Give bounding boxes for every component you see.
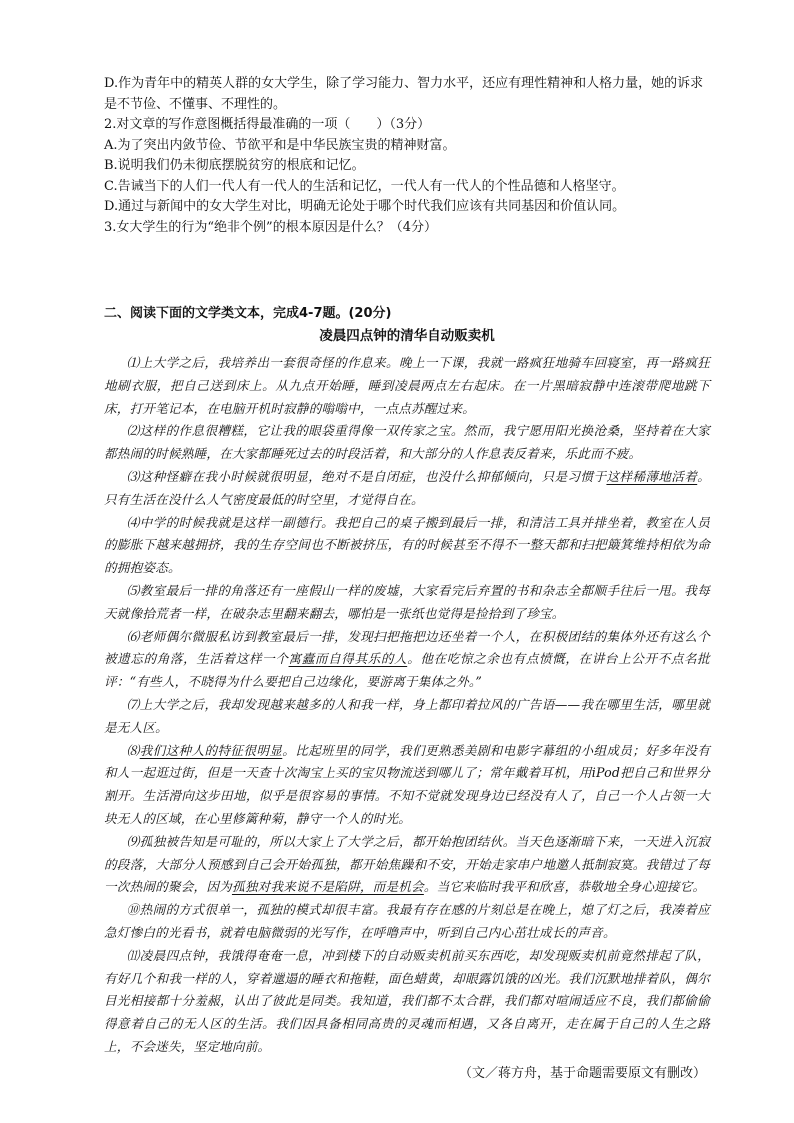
q2-stem: 2.对文章的写作意图概括得最准确的一项（ ）（3分）	[104, 117, 431, 132]
q1-option-d: D.作为青年中的精英人群的女大学生，除了学习能力、智力水平，还应有理性精神和人格力量，她的诉求是不节俭、不懂事、不理性的。	[104, 76, 704, 112]
q2-option-b: B.说明我们仍未彻底摆脱贫穷的根底和记忆。	[104, 158, 365, 173]
article-title: 凌晨四点钟的清华自动贩卖机	[319, 328, 495, 344]
q2-option-d: D.通过与新闻中的女大学生对比，明确无论处于哪个时代我们应该有共同基因和价值认同。	[104, 199, 626, 214]
p8-underlined-phrase: 我们这种人的特征很明显	[139, 742, 283, 758]
p3-underlined-phrase: 这样稀薄地活着	[606, 468, 698, 484]
paragraph-11: ⑾凌晨四点钟，我饿得奄奄一息，冲到楼下的自动贩卖机前买东西吃，却发现贩卖机前竟然排起了队，有好几个和我一样的人，穿着邋遢的睡衣和拖鞋，面色蜡黄，却眼露饥饿的凶光。我们沉默地排着队，偶尔目光相接都十分羞赧，认出了彼此是同类。我知道，我们都不太合群，我们都对喧闹适应不良，我们都偷偷得意着自己的无人区的生活。我们因具备相同高贵的灵魂而相遇，又各自离开，走在属于自己的人生之路上，不会迷失，坚定地向前。	[104, 947, 710, 1054]
p6-underlined-phrase: 寓蠹而自得其乐的人	[288, 651, 408, 667]
paragraph-3	[104, 466, 710, 512]
p6-text-before: ⑹老师偶尔微服私访到教室最后一排，发现扫把拖把边还坐着一个人，在积极团结的集体外还有这么个被遗忘的角落，生活着这样一个	[104, 628, 710, 667]
source-note: （文／蒋方舟，基于命题需要原文有删改）	[458, 1065, 706, 1081]
section-heading: 二、阅读下面的文学类文本，完成4-7题。(20分)	[104, 306, 392, 321]
p8-text-after: 。比起班里的同学，我们更熟悉美剧和电影字幕组的小组成员；好多年没有和人一起逛过街，但是一天查十次淘宝上买的宝贝物流送到哪儿了；常年戴着耳机，用iPod把自己和世界分割开。生活滑向这步田地，似乎是很容易的事情。不知不觉就发现身边已经没有人了，自己一个人占领一大块无人的区域，在心里修篱种菊，静守一个人的时光。	[104, 742, 710, 826]
p8-text-before: ⑻	[126, 742, 140, 758]
p9-text-before: ⑼孤独被告知是可耻的，所以大家上了大学之后，都开始抱团结伙。当天色逐渐暗下来，一天进入沉寂的段落，大部分人预感到自己会开始孤独，都开始焦躁和不安，开始走家串户地邀人抵制寂寞。我错过了每一次热闹的聚会，因为	[104, 833, 710, 895]
p9-underlined-phrase: 孤独对我来说不是陷阱，而是机会	[231, 879, 424, 895]
paragraph-2: ⑵这样的作息很糟糕，它让我的眼袋重得像一双传家之宝。然而，我宁愿用阳光换沧桑，坚持着在大家都热闹的时候熟睡，在大家都睡死过去的时段活着，和大部分的人作息表反着来，乐此而不疲。	[104, 423, 710, 462]
q3-stem: 3.女大学生的行为“绝非个例”的根本原因是什么？（4分）	[104, 219, 437, 235]
paragraph-7: ⑺上大学之后，我却发现越来越多的人和我一样，身上都印着拉风的广告语——我在哪里生活，哪里就是无人区。	[104, 696, 710, 735]
paragraph-1: ⑴上大学之后，我培养出一套很奇怪的作息来。晚上一下课，我就一路疯狂地骑车回寝室，再一路疯狂地刷衣服，把自己送到床上。从九点开始睡，睡到凌晨两点左右起床。在一片黑暗寂静中连滚带爬地跳下床，打开笔记本，在电脑开机时寂静的嗡嗡中，一点点苏醒过来。	[104, 355, 710, 416]
p3-text-after: 。只有生活在没什么人气密度最低的时空里，才觉得自在。	[104, 468, 710, 507]
paragraph-8	[104, 740, 710, 831]
p9-text-after: 。当它来临时我平和欣喜，恭敬地全身心迎接它。	[423, 879, 706, 895]
paragraph-6	[104, 626, 710, 694]
document-page	[104, 74, 710, 1085]
p3-text-before: ⑶这种怪癖在我小时候就很明显，绝对不是自闭症，也没什么抑郁倾向，只是习惯于	[126, 468, 607, 484]
p6-text-after: 。他在吃惊之余也有点愤慨，在讲台上公开不点名批评：“有些人，不晓得为什么要把自己边缘化，要游离于集体之外。”	[104, 651, 710, 690]
paragraph-4: ⑷中学的时候我就是这样一副德行。我把自己的桌子搬到最后一排，和清洁工具并排坐着，教室在人员的膨胀下越来越拥挤，我的生存空间也不断被挤压，有的时候甚至不得不一整天都和扫把簸箕维持相依为命的拥抱姿态。	[104, 514, 710, 576]
paragraph-5: ⑸教室最后一排的角落还有一座假山一样的废墟，大家看完后弃置的书和杂志全都顺手往后一甩。我每天就像拾荒者一样，在破杂志里翻来翻去，哪怕是一张纸也觉得是捡拾到了珍宝。	[104, 582, 710, 621]
q2-option-a: A.为了突出内敛节俭、节欲平和是中华民族宝贵的精神财富。	[104, 137, 456, 153]
q2-option-c: C.告诫当下的人们一代人有一代人的生活和记忆，一代人有一代人的个性品德和人格坚守。	[104, 178, 625, 194]
paragraph-9	[104, 831, 710, 899]
paragraph-10: ⑩热闹的方式很单一，孤独的模式却很丰富。我最有存在感的片刻总是在晚上，熄了灯之后，我凑着应急灯惨白的光看书，就着电脑微弱的光写作，在呼噜声中，听到自己内心茁壮成长的声音。	[104, 902, 710, 940]
